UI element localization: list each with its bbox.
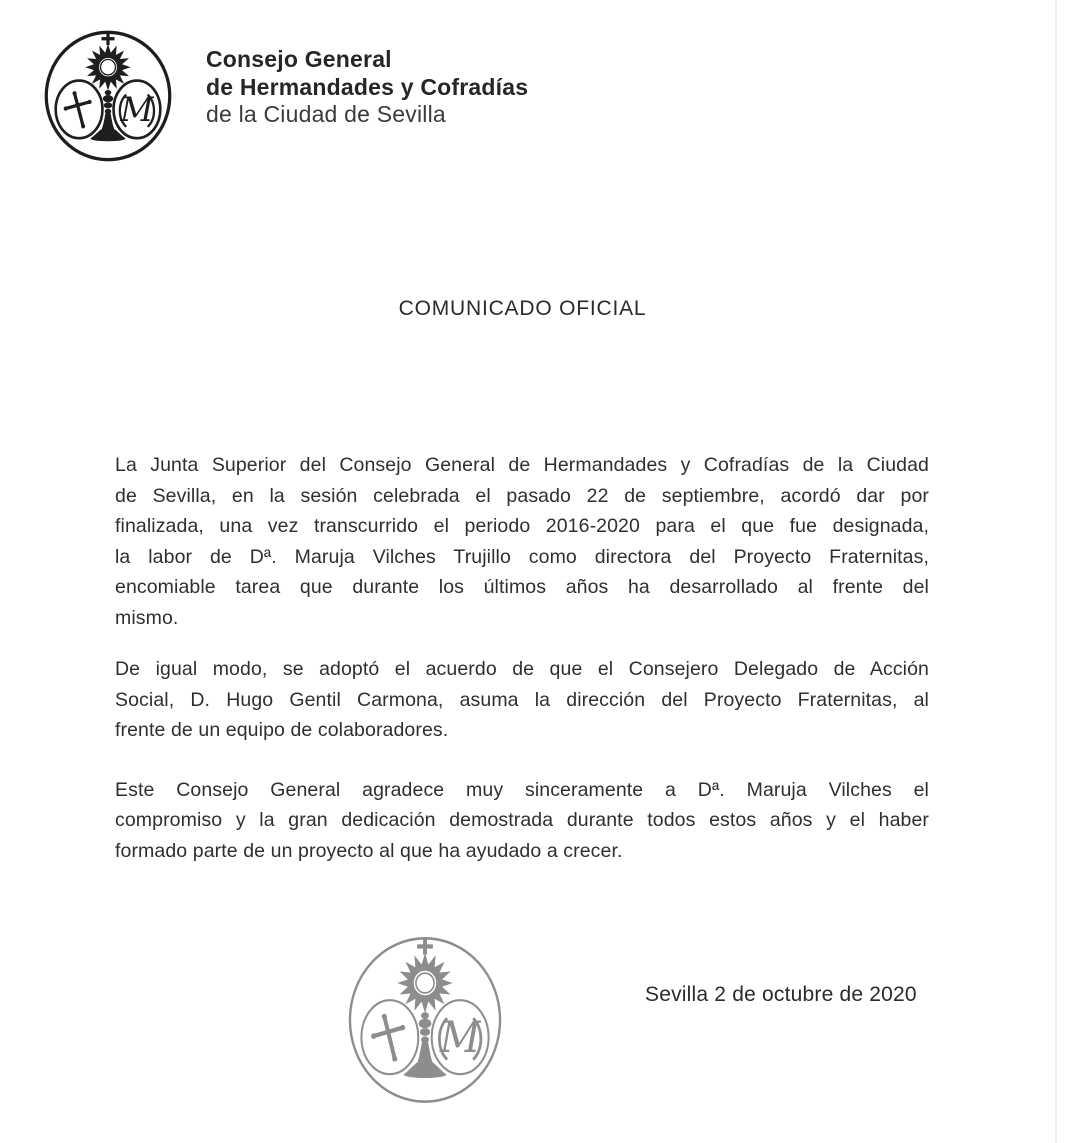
org-name-line3: de la Ciudad de Sevilla	[206, 101, 446, 127]
org-logo	[43, 29, 173, 163]
dateline: Sevilla 2 de octubre de 2020	[645, 983, 917, 1006]
org-name-line2: de Hermandades y Cofradías	[206, 73, 529, 100]
marian-monogram-icon	[119, 89, 154, 129]
paragraph-line: mismo.	[115, 606, 179, 629]
paragraph-line: compromiso y la gran dedicación demostrada durante todos estos años y el haber	[115, 809, 929, 831]
paragraph-line: De igual modo, se adoptó el acuerdo de que el Consejero Delegado de Acción	[115, 658, 929, 680]
paragraph	[115, 450, 929, 633]
paragraph-line: encomiable tarea que durante los últimos años ha desarrollado al frente del	[115, 576, 929, 598]
paragraph	[115, 775, 929, 867]
monstrance-emblem-icon	[346, 934, 504, 1106]
paragraph-line: Este Consejo General agradece muy sinceramente a Dª. Maruja Vilches el	[115, 778, 929, 801]
scan-edge-artifact	[1055, 0, 1057, 1143]
paragraph-line: frente de un equipo de colaboradores.	[115, 719, 449, 741]
paragraph-line: de Sevilla, en la sesión celebrada el pasado 22 de septiembre, acordó dar por	[115, 484, 929, 507]
paragraph-line: la labor de Dª. Maruja Vilches Trujillo como directora del Proyecto Fraternitas,	[115, 545, 929, 568]
org-name-line1: Consejo General	[206, 46, 392, 72]
paragraph-line: formado parte de un proyecto al que ha ayudado a crecer.	[115, 839, 623, 862]
monstrance-emblem-icon	[43, 29, 173, 163]
marian-monogram-icon	[439, 1012, 482, 1062]
paragraph-line: Social, D. Hugo Gentil Carmona, asuma la dirección del Proyecto Fraternitas, al	[115, 688, 929, 711]
org-name	[206, 46, 528, 129]
document-body	[115, 450, 929, 866]
paragraph-line: La Junta Superior del Consejo General de Hermandades y Cofradías de la Ciudad	[115, 454, 929, 476]
svg-text:M: M	[120, 89, 154, 129]
org-seal	[346, 934, 504, 1106]
paragraph	[115, 654, 929, 746]
svg-text:M: M	[439, 1012, 481, 1063]
paragraph-line: finalizada, una vez transcurrido el periodo 2016-2020 para el que fue designada,	[115, 515, 929, 537]
document-title: COMUNICADO OFICIAL	[398, 297, 647, 320]
